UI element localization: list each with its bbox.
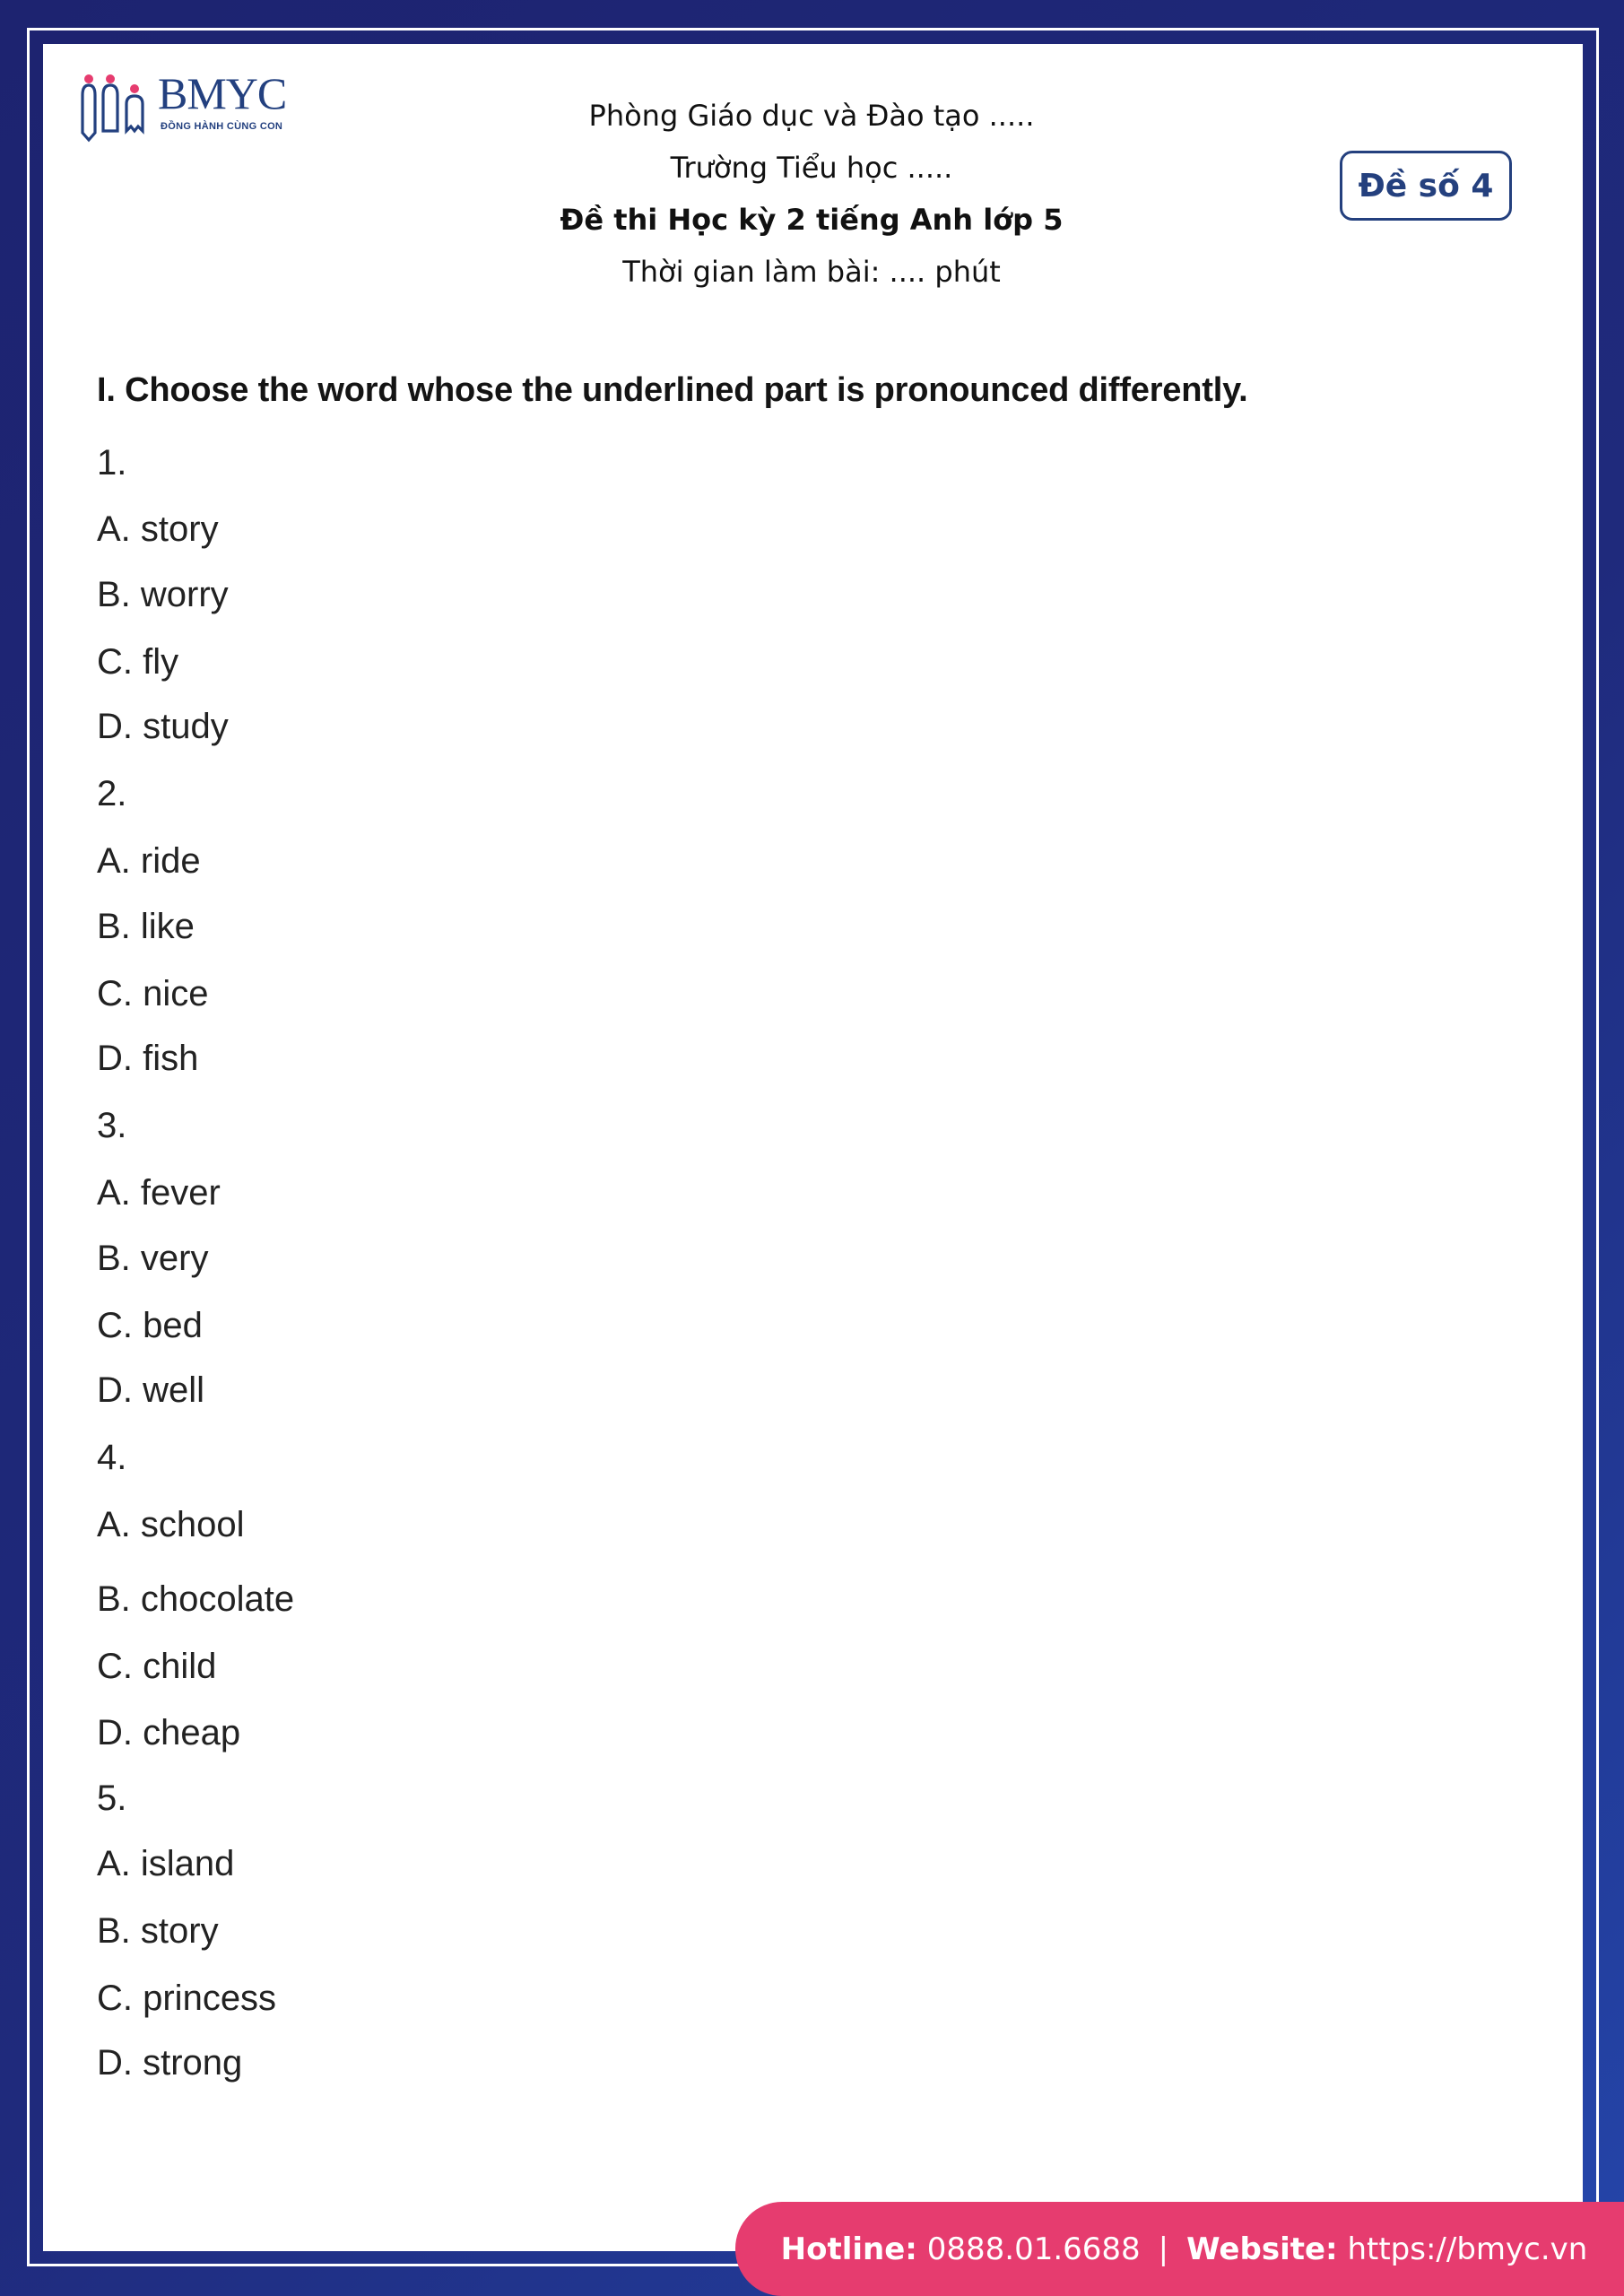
brand-tagline: ĐỒNG HÀNH CÙNG CON bbox=[161, 121, 283, 132]
option-row: B. chocolate bbox=[97, 1579, 295, 1619]
people-book-icon bbox=[79, 72, 151, 144]
option-row: B. worry bbox=[97, 575, 229, 614]
question-number: 2. bbox=[97, 774, 127, 813]
option-row: A. fever bbox=[97, 1173, 221, 1213]
time-line: Thời gian làm bài: .... phút bbox=[622, 255, 1001, 289]
footer-separator: | bbox=[1158, 2231, 1169, 2267]
option-row: B. like bbox=[97, 907, 195, 946]
option-row: B. very bbox=[97, 1239, 209, 1278]
option-row: D. study bbox=[97, 707, 229, 746]
option-row: C. nice bbox=[97, 974, 209, 1013]
option-row: C. princess bbox=[97, 1979, 277, 2018]
exam-number-badge: Đề số 4 bbox=[1340, 151, 1512, 221]
option-row: A. story bbox=[97, 509, 219, 549]
option-row: B. story bbox=[97, 1911, 219, 1951]
option-row: A. island bbox=[97, 1844, 235, 1883]
contact-footer bbox=[735, 2202, 1624, 2296]
brand-logo bbox=[79, 68, 294, 152]
hotline-label: Hotline: bbox=[780, 2231, 917, 2267]
question-number: 4. bbox=[97, 1438, 127, 1477]
school-line: Trường Tiểu học ..... bbox=[670, 151, 953, 185]
exam-title: Đề thi Học kỳ 2 tiếng Anh lớp 5 bbox=[560, 203, 1064, 237]
brand-name: BMYC bbox=[158, 68, 287, 118]
question-number: 5. bbox=[97, 1779, 127, 1818]
option-row: C. child bbox=[97, 1647, 217, 1686]
website-label: Website: bbox=[1186, 2231, 1338, 2267]
website-link[interactable]: https://bmyc.vn bbox=[1347, 2231, 1588, 2267]
hotline-number[interactable]: 0888.01.6688 bbox=[926, 2231, 1141, 2267]
option-row: C. fly bbox=[97, 642, 179, 682]
option-row: D. cheap bbox=[97, 1713, 241, 1752]
option-row: D. fish bbox=[97, 1039, 199, 1078]
option-row: A. ride bbox=[97, 841, 201, 881]
option-row: A. school bbox=[97, 1505, 245, 1544]
option-row: D. strong bbox=[97, 2043, 243, 2083]
question-number: 1. bbox=[97, 443, 127, 483]
question-number: 3. bbox=[97, 1106, 127, 1145]
option-row: C. bed bbox=[97, 1306, 203, 1345]
exam-header bbox=[453, 90, 1170, 298]
department-line: Phòng Giáo dục và Đào tạo ..... bbox=[588, 99, 1035, 133]
section-heading: I. Choose the word whose the underlined part is pronounced differently. bbox=[97, 371, 1248, 409]
option-row: D. well bbox=[97, 1370, 205, 1410]
